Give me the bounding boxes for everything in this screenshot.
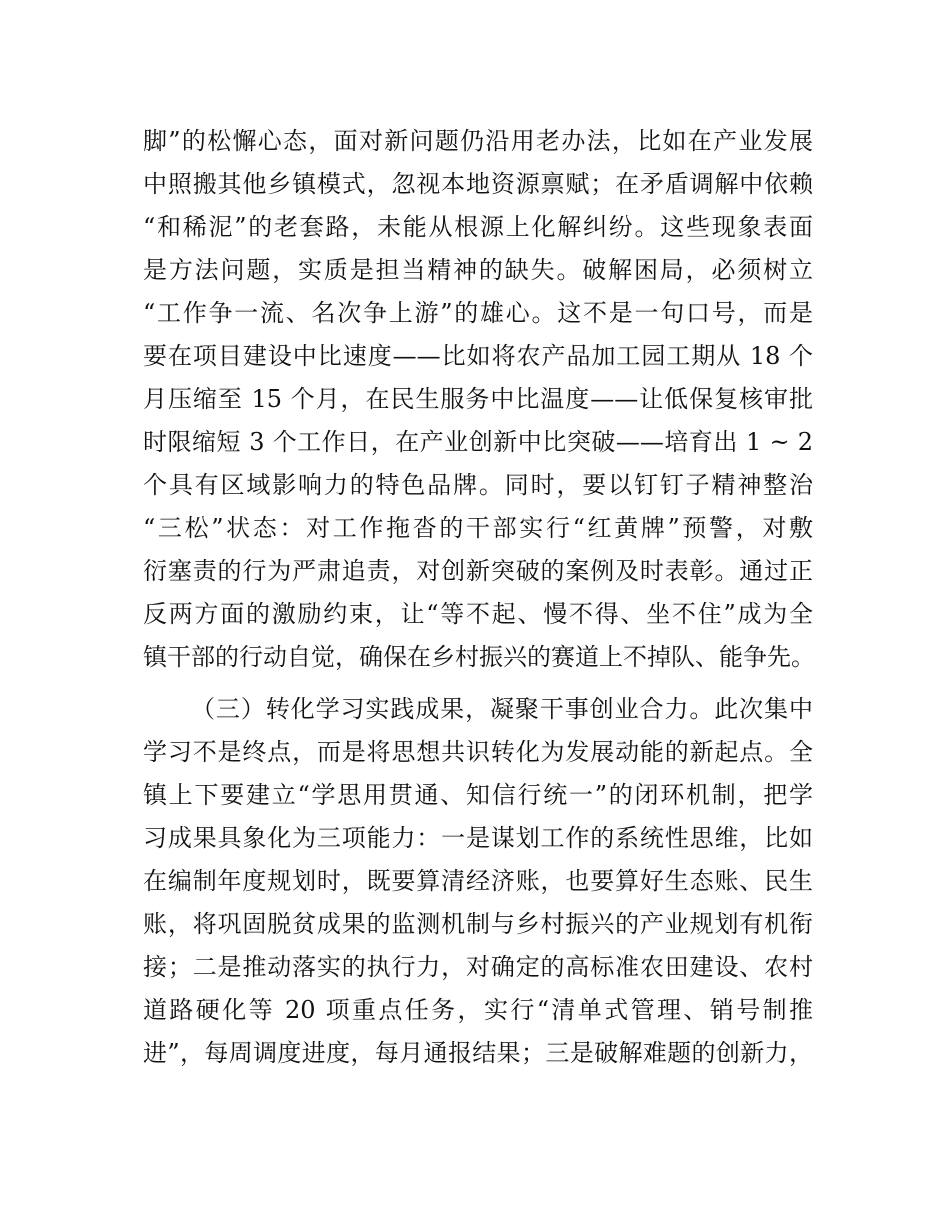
text-line: 时限缩短 3 个工作日，在产业创新中比突破——培育出 1 ~ 2: [143, 428, 813, 456]
text-line: 个具有区域影响力的特色品牌。同时，要以钉钉子精神整治: [143, 471, 813, 499]
text-line: 脚”的松懈心态，面对新问题仍沿用老办法，比如在产业发展: [143, 127, 813, 155]
text-line: 要在项目建设中比速度——比如将农产品加工园工期从 18 个: [143, 342, 813, 370]
text-line: 镇干部的行动自觉，确保在乡村振兴的赛道上不掉队、能争先。: [143, 643, 815, 671]
text-line: 镇上下要建立“学思用贯通、知信行统一”的闭环机制，把学: [143, 781, 813, 809]
text-line: 道路硬化等 20 项重点任务，实行“清单式管理、销号制推: [143, 996, 813, 1024]
text-line: 学习不是终点，而是将思想共识转化为发展动能的新起点。全: [143, 738, 813, 766]
text-line: 是方法问题，实质是担当精神的缺失。破解困局，必须树立: [143, 256, 813, 284]
paragraph-1: [143, 120, 813, 679]
text-line: 在编制年度规划时，既要算清经济账，也要算好生态账、民生: [143, 867, 813, 895]
text-line: 反两方面的激励约束，让“等不起、慢不得、坐不住”成为全: [143, 600, 813, 628]
text-line: 接；二是推动落实的执行力，对确定的高标准农田建设、农村: [143, 953, 813, 981]
section-heading-line: （三）转化学习实践成果，凝聚干事创业合力。此次集中: [191, 695, 813, 723]
text-line: 中照搬其他乡镇模式，忽视本地资源禀赋；在矛盾调解中依赖: [143, 170, 813, 198]
text-line: 衍塞责的行为严肃追责，对创新突破的案例及时表彰。通过正: [143, 557, 813, 585]
paragraph-2: [143, 688, 813, 1075]
text-line: 进”，每周调度进度，每月通报结果；三是破解难题的创新力，: [143, 1039, 813, 1067]
text-line: 月压缩至 15 个月，在民生服务中比温度——让低保复核审批: [143, 385, 813, 413]
document-body: [143, 120, 813, 1075]
text-line: “和稀泥”的老套路，未能从根源上化解纠纷。这些现象表面: [143, 213, 813, 241]
text-line: 账，将巩固脱贫成果的监测机制与乡村振兴的产业规划有机衔: [143, 910, 813, 938]
text-line: “三松”状态：对工作拖沓的干部实行“红黄牌”预警，对敷: [143, 514, 813, 542]
text-line: 习成果具象化为三项能力：一是谋划工作的系统性思维，比如: [143, 824, 813, 852]
text-line: “工作争一流、名次争上游”的雄心。这不是一句口号，而是: [143, 299, 813, 327]
